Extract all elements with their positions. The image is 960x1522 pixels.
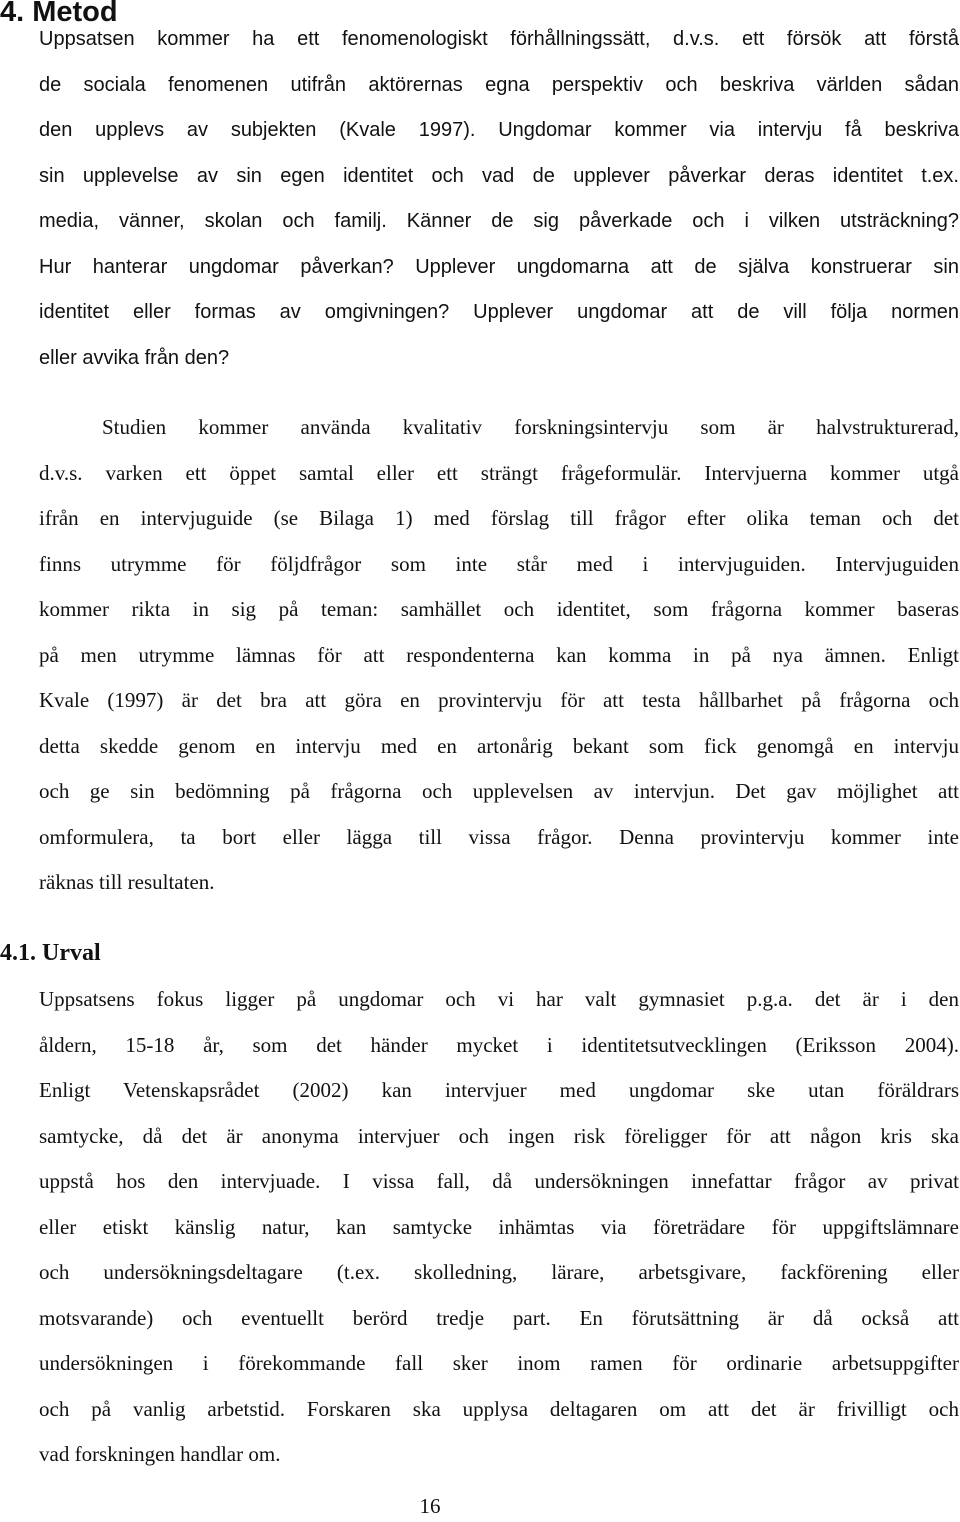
paragraph-urval (39, 977, 959, 1478)
text-line: samtycke, då det är anonyma intervjuer och ingen risk föreligger för att någon kris ska (39, 1123, 959, 1148)
text-line: räknas till resultaten. (39, 870, 215, 894)
section-heading-metod: 4. Metod (0, 0, 118, 28)
paragraph-method-description (39, 405, 959, 906)
text-line: media, vänner, skolan och familj. Känner de sig påverkade och i vilken utsträckning? (39, 210, 959, 232)
text-line: den upplevs av subjekten (Kvale 1997). Ungdomar kommer via intervju få beskriva (39, 119, 959, 141)
text-line: uppstå hos den intervjuade. I vissa fall, då undersökningen innefattar frågor av privat (39, 1169, 959, 1193)
text-line: Hur hanterar ungdomar påverkan? Upplever ungdomarna att de själva konstruerar sin (39, 255, 959, 278)
text-line: eller etiskt känslig natur, kan samtycke inhämtas via företrädare för uppgiftslämnare (39, 1214, 959, 1239)
text-line: d.v.s. varken ett öppet samtal eller ett strängt frågeformulär. Intervjuerna kommer utgå (39, 460, 959, 485)
text-line: och ge sin bedömning på frågorna och upplevelsen av intervjun. Det gav möjlighet att (39, 779, 959, 803)
text-line: identitet eller formas av omgivningen? Upplever ungdomar att de vill följa normen (39, 301, 959, 323)
text-line: sin upplevelse av sin egen identitet och vad de upplever påverkar deras identitet t.ex. (39, 164, 959, 187)
page-number: 16 (419, 1494, 441, 1518)
text-line: vad forskningen handlar om. (39, 1442, 281, 1466)
paragraph-intro (39, 17, 959, 381)
text-line: Uppsatsen kommer ha ett fenomenologiskt förhållningssätt, d.v.s. ett försök att förstå (39, 28, 959, 50)
text-line: eller avvika från den? (39, 346, 230, 369)
text-line: åldern, 15-18 år, som det händer mycket i identitetsutvecklingen (Eriksson 2004). (39, 1032, 959, 1057)
text-line: finns utrymme för följdfrågor som inte står med i intervjuguiden. Intervjuguiden (39, 551, 959, 576)
text-line: undersökningen i förekommande fall sker inom ramen för ordinarie arbetsuppgifter (39, 1351, 959, 1375)
text-line: motsvarande) och eventuellt berörd tredje part. En förutsättning är då också att (39, 1305, 959, 1330)
section-heading-urval: 4.1. Urval (0, 940, 101, 966)
text-line: ifrån en intervjuguide (se Bilaga 1) med förslag till frågor efter olika teman och det (39, 506, 959, 530)
text-line: Studien kommer använda kvalitativ forskningsintervju som är halvstrukturerad, (102, 415, 959, 439)
text-line: omformulera, ta bort eller lägga till vissa frågor. Denna provintervju kommer inte (39, 824, 959, 849)
text-line: på men utrymme lämnas för att respondenterna kan komma in på nya ämnen. Enligt (39, 642, 959, 667)
text-line: de sociala fenomenen utifrån aktörernas egna perspektiv och beskriva världen sådan (39, 73, 959, 96)
text-line: och undersökningsdeltagare (t.ex. skolledning, lärare, arbetsgivare, fackförening eller (39, 1260, 959, 1284)
text-line: detta skedde genom en intervju med en artonårig bekant som fick genomgå en intervju (39, 733, 959, 758)
text-line: Uppsatsens fokus ligger på ungdomar och vi har valt gymnasiet p.g.a. det är i den (39, 987, 959, 1011)
text-line: kommer rikta in sig på teman: samhället och identitet, som frågorna kommer baseras (39, 597, 959, 621)
text-line: och på vanlig arbetstid. Forskaren ska upplysa deltagaren om att det är frivilligt och (39, 1396, 959, 1421)
text-line: Kvale (1997) är det bra att göra en provintervju för att testa hållbarhet på frågorna och (39, 688, 959, 712)
text-line: Enligt Vetenskapsrådet (2002) kan intervjuer med ungdomar ske utan föräldrars (39, 1078, 959, 1102)
